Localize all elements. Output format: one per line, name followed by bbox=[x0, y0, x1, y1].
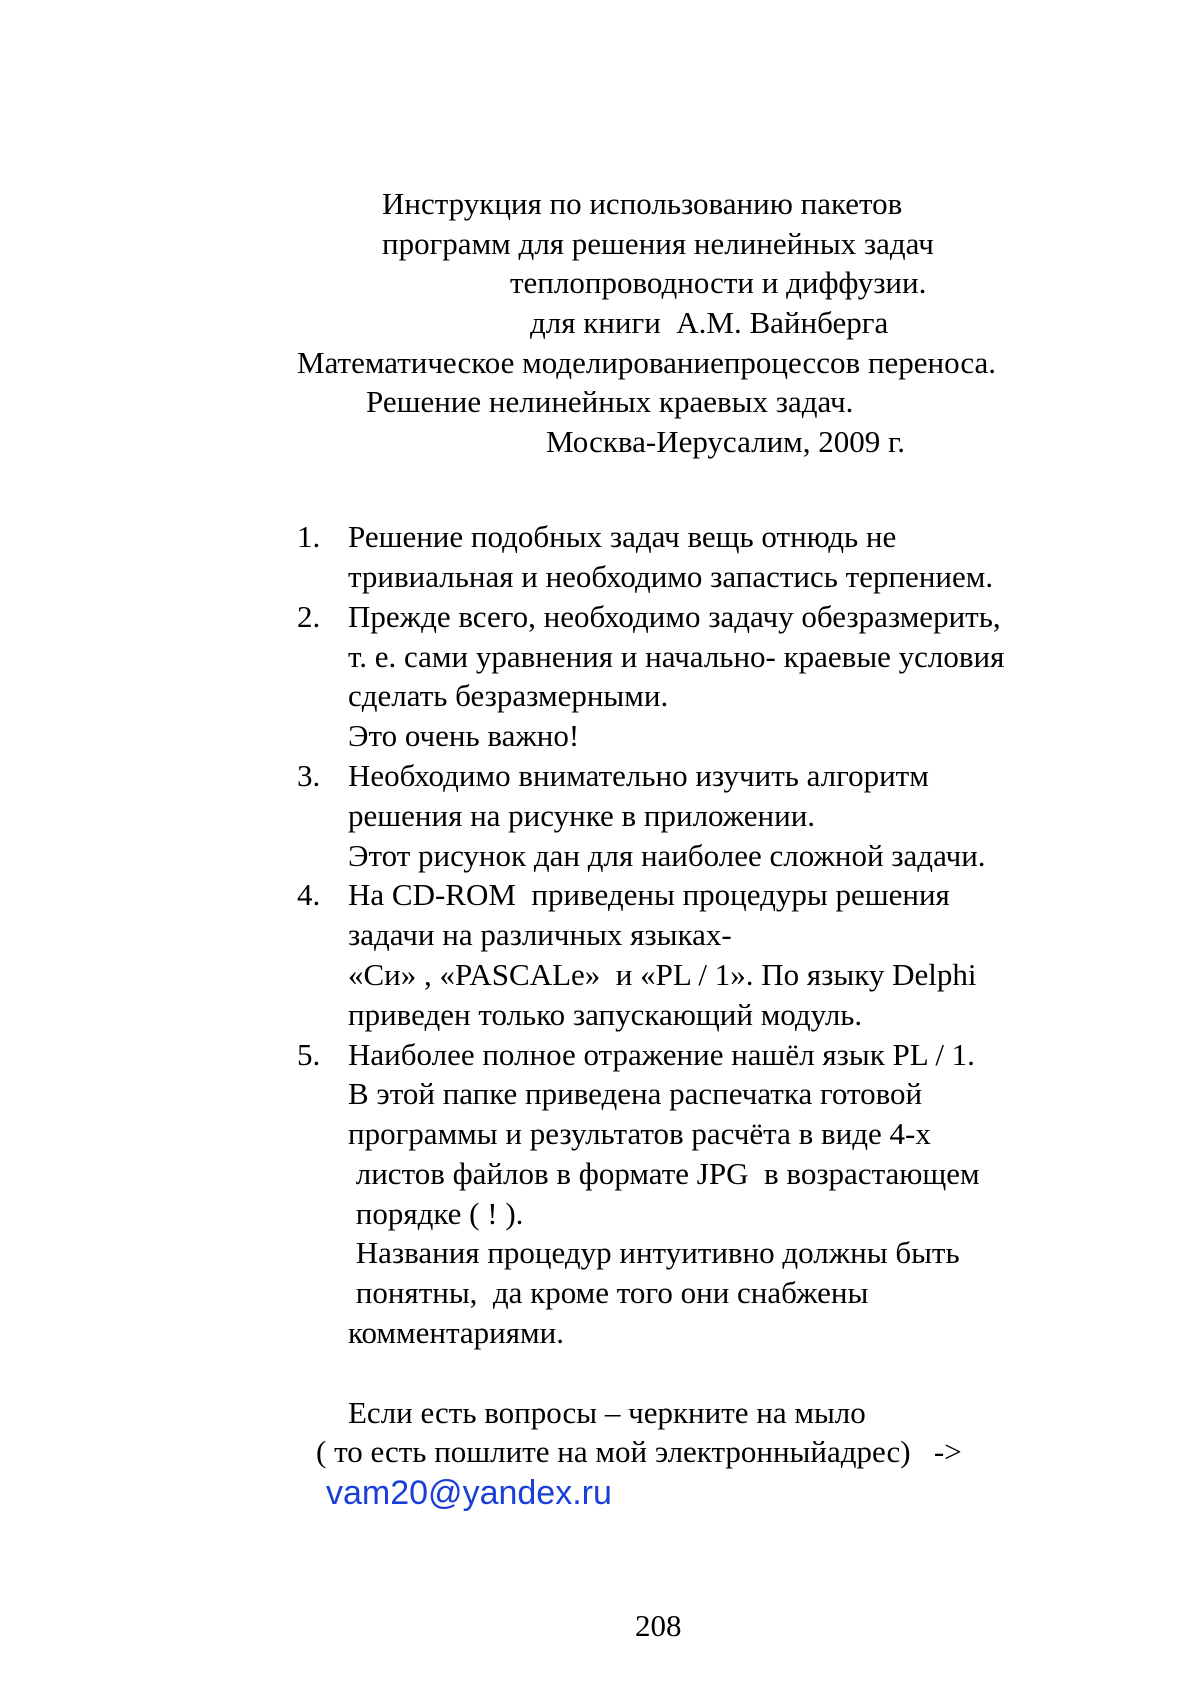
list-item-line: т. е. сами уравнения и начально- краевые условия bbox=[348, 638, 1004, 676]
list-item-line: Наиболее полное отражение нашёл язык PL / 1. bbox=[348, 1036, 975, 1074]
list-item-line: программы и результатов расчёта в виде 4-х bbox=[348, 1115, 931, 1153]
list-item-line: «Си» , «PASCALe» и «PL / 1». По языку Delphi bbox=[348, 956, 977, 994]
list-item-line: Решение подобных задач вещь отнюдь не bbox=[348, 518, 896, 556]
list-item-number: 1. bbox=[297, 518, 320, 556]
list-item-number: 2. bbox=[297, 598, 320, 636]
page-number: 208 bbox=[635, 1607, 682, 1645]
book-title-line: Математическое моделированиепроцессов переноса. bbox=[297, 344, 996, 382]
list-item-line: приведен только запускающий модуль. bbox=[348, 996, 862, 1034]
place-year-line: Москва-Иерусалим, 2009 г. bbox=[546, 423, 905, 461]
document-page bbox=[0, 0, 1200, 1700]
list-item-line: В этой папке приведена распечатка готовой bbox=[348, 1075, 922, 1113]
title-line-2: программ для решения нелинейных задач bbox=[382, 225, 934, 263]
email-link[interactable]: vam20@yandex.ru bbox=[326, 1473, 612, 1513]
list-item-number: 5. bbox=[297, 1036, 320, 1074]
title-line-1: Инструкция по использованию пакетов bbox=[382, 185, 902, 223]
list-item-line: сделать безразмерными. bbox=[348, 677, 668, 715]
list-item-line: решения на рисунке в приложении. bbox=[348, 797, 815, 835]
list-item-line: Это очень важно! bbox=[348, 717, 579, 755]
list-item-line: листов файлов в формате JPG в возрастающем bbox=[348, 1155, 980, 1193]
list-item-number: 3. bbox=[297, 757, 320, 795]
contact-address-line: ( то есть пошлите на мой электронныйадрес) -> bbox=[316, 1433, 962, 1471]
list-item-line: комментариями. bbox=[348, 1314, 564, 1352]
list-item-line: тривиальная и необходимо запастись терпением. bbox=[348, 558, 993, 596]
list-item-line: порядке ( ! ). bbox=[348, 1195, 523, 1233]
list-item-number: 4. bbox=[297, 876, 320, 914]
list-item-line: Названия процедур интуитивно должны быть bbox=[348, 1234, 960, 1272]
book-subtitle-line: Решение нелинейных краевых задач. bbox=[366, 383, 853, 421]
contact-question-line: Если есть вопросы – черкните на мыло bbox=[348, 1394, 866, 1432]
list-item-line: На CD-ROM приведены процедуры решения bbox=[348, 876, 950, 914]
book-author-line: для книги А.М. Вайнберга bbox=[530, 304, 888, 342]
title-line-3: теплопроводности и диффузии. bbox=[510, 264, 926, 302]
list-item-line: задачи на различных языках- bbox=[348, 916, 732, 954]
list-item-line: Необходимо внимательно изучить алгоритм bbox=[348, 757, 929, 795]
list-item-line: Этот рисунок дан для наиболее сложной задачи. bbox=[348, 837, 986, 875]
list-item-line: понятны, да кроме того они снабжены bbox=[348, 1274, 868, 1312]
list-item-line: Прежде всего, необходимо задачу обезразмерить, bbox=[348, 598, 1001, 636]
